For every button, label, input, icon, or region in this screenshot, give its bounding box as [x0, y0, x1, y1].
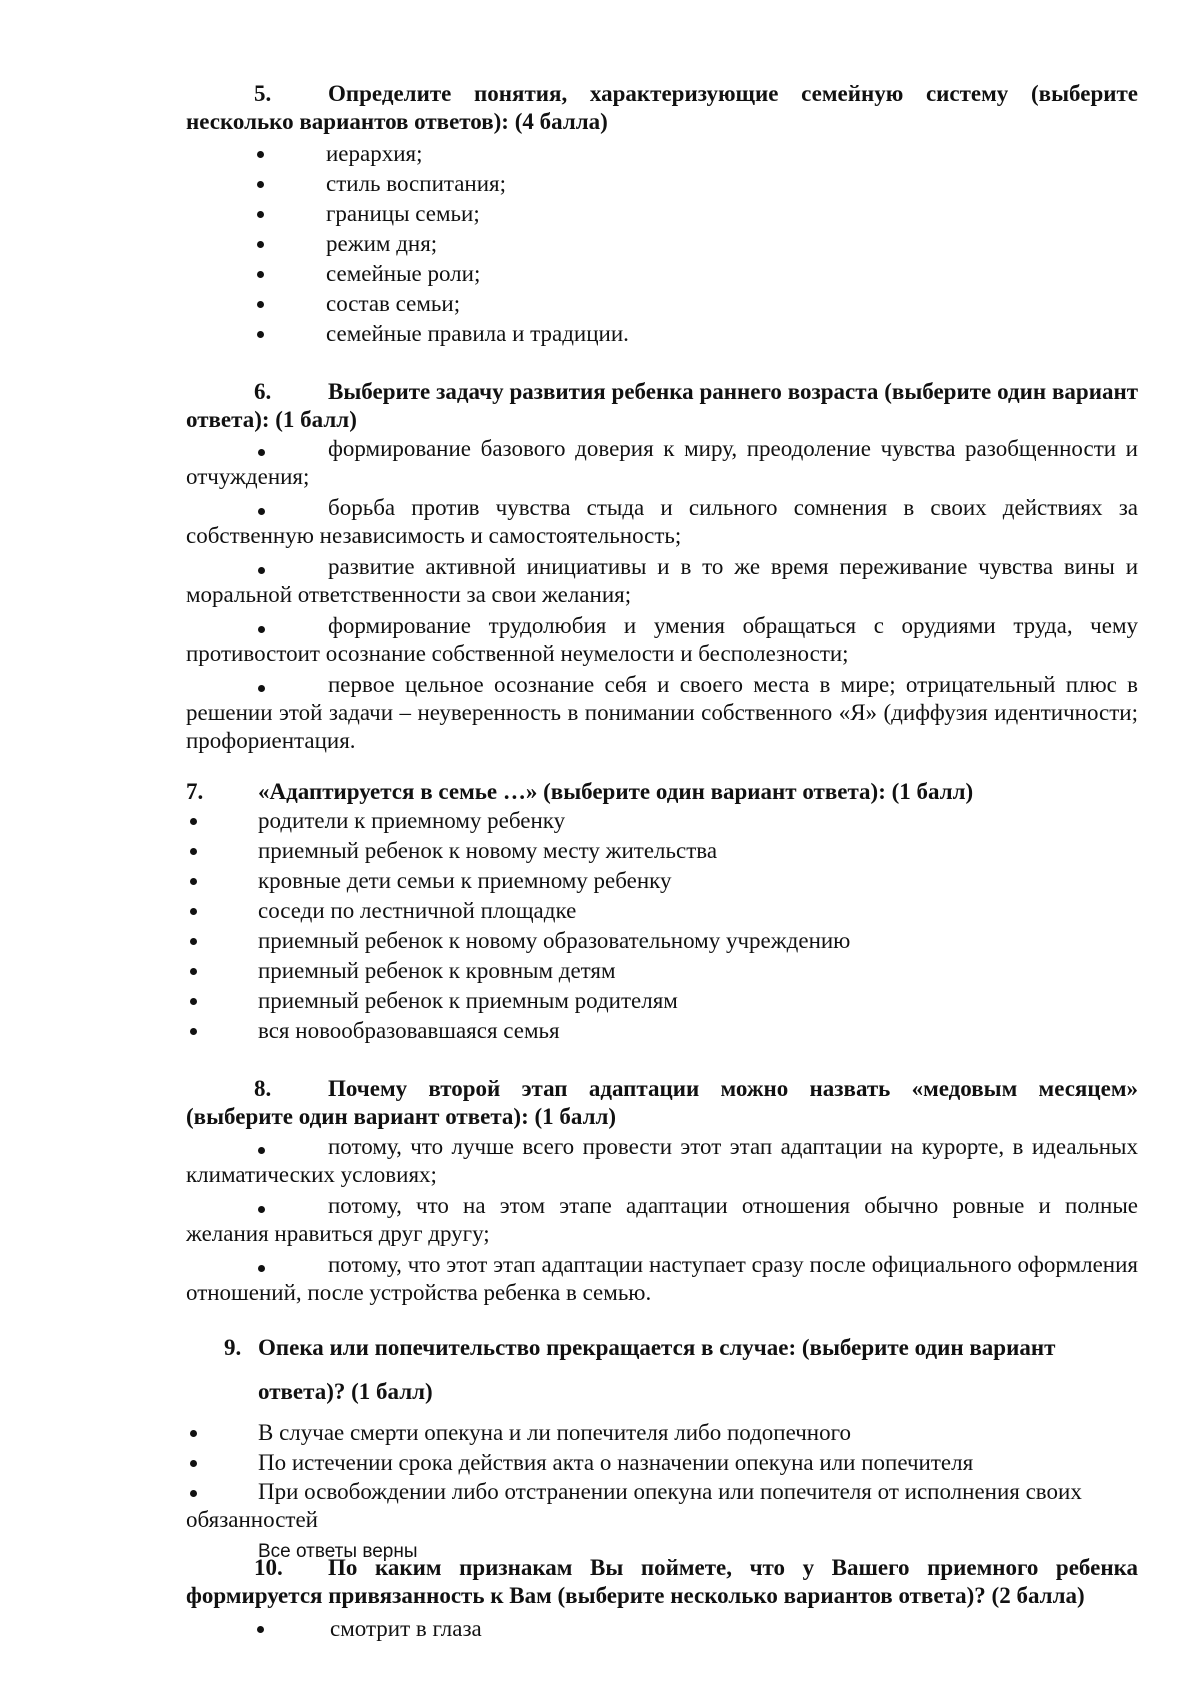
question-6-text: Выберите задачу развития ребенка раннего возраста (выберите один вариант ответа): (1 балл) — [186, 379, 1138, 432]
question-7-number: 7. — [186, 779, 204, 804]
question-8-text: Почему второй этап адаптации можно назвать «медовым месяцем» (выберите один вариант ответа): (1 балл) — [186, 1076, 1138, 1129]
list-item: родители к приемному ребенку — [186, 806, 1138, 836]
bullet-icon — [257, 151, 264, 158]
bullet-icon — [190, 848, 197, 855]
list-item: смотрит в глаза — [186, 1614, 1138, 1644]
bullet-icon — [190, 938, 197, 945]
bullet-icon — [190, 1490, 197, 1497]
question-10-number: 10. — [254, 1555, 283, 1580]
bullet-icon — [190, 878, 197, 885]
list-item: семейные роли; — [186, 259, 1138, 289]
list-item: кровные дети семьи к приемному ребенку — [186, 866, 1138, 896]
bullet-icon — [257, 301, 264, 308]
list-item: режим дня; — [186, 229, 1138, 259]
list-item: первое цельное осознание себя и своего места в мире; отрицательный плюс в решении этой задачи – неуверенность в понимании собственного «Я» (диффузия идентичности; профориентация. — [186, 672, 1138, 753]
question-10-heading — [186, 1554, 1138, 1610]
question-7-heading — [186, 778, 1138, 806]
question-9-heading — [186, 1326, 1138, 1414]
bullet-icon — [190, 908, 197, 915]
list-item: потому, что лучше всего провести этот этап адаптации на курорте, в идеальных климатических условиях; — [186, 1134, 1138, 1187]
list-item: вся новообразовавшаяся семья — [186, 1016, 1138, 1046]
list-item: При освобождении либо отстранении опекуна или попечителя от исполнения своих обязанностей — [186, 1479, 1082, 1532]
question-9-number: 9. — [224, 1335, 242, 1360]
bullet-icon — [257, 211, 264, 218]
list-item: состав семьи; — [186, 289, 1138, 319]
question-7-options — [186, 806, 1138, 1046]
bullet-icon — [257, 1626, 264, 1633]
bullet-icon — [190, 968, 197, 975]
bullet-icon — [257, 181, 264, 188]
list-item: По истечении срока действия акта о назначении опекуна или попечителя — [186, 1448, 1138, 1478]
list-item: семейные правила и традиции. — [186, 319, 1138, 349]
bullet-icon — [257, 331, 264, 338]
question-10 — [186, 1554, 1138, 1644]
question-5-options — [186, 139, 1138, 349]
question-9-options — [186, 1418, 1138, 1534]
list-item: соседи по лестничной площадке — [186, 896, 1138, 926]
list-item: потому, что на этом этапе адаптации отношения обычно ровные и полные желания нравиться друг другу; — [186, 1193, 1138, 1246]
bullet-icon — [190, 998, 197, 1005]
question-9-text-line-2: ответа)? (1 балл) — [258, 1379, 433, 1404]
bullet-icon — [257, 271, 264, 278]
question-6 — [186, 378, 1138, 755]
list-item: формирование базового доверия к миру, преодоление чувства разобщенности и отчуждения; — [186, 436, 1138, 489]
list-item: В случае смерти опекуна и ли попечителя либо подопечного — [186, 1418, 1138, 1448]
list-item: границы семьи; — [186, 199, 1138, 229]
list-item: приемный ребенок к новому образовательному учреждению — [186, 926, 1138, 956]
question-6-number: 6. — [254, 379, 272, 404]
list-item: формирование трудолюбия и умения обращаться с орудиями труда, чему противостоит осознание собственной неумелости и бесполезности; — [186, 613, 1138, 666]
bullet-icon — [190, 1430, 197, 1437]
list-item: борьба против чувства стыда и сильного сомнения в своих действиях за собственную независимость и самостоятельность; — [186, 495, 1138, 548]
bullet-icon — [257, 241, 264, 248]
list-item: приемный ребенок к новому месту жительства — [186, 836, 1138, 866]
question-5-text: Определите понятия, характеризующие семейную систему (выберите несколько вариантов ответов): (4 балла) — [186, 81, 1138, 134]
question-10-options — [186, 1614, 1138, 1644]
question-8-heading — [186, 1075, 1138, 1131]
question-9-text-line-1: Опека или попечительство прекращается в случае: (выберите один вариант — [258, 1335, 1056, 1360]
bullet-icon — [190, 1028, 197, 1035]
bullet-icon — [190, 818, 197, 825]
list-item: приемный ребенок к приемным родителям — [186, 986, 1138, 1016]
list-item: иерархия; — [186, 139, 1138, 169]
list-item: развитие активной инициативы и в то же время переживание чувства вины и моральной ответственности за свои желания; — [186, 554, 1138, 607]
question-9-extra-note: Все ответы верны — [258, 1541, 418, 1562]
bullet-icon — [190, 1460, 197, 1467]
question-9 — [186, 1326, 1138, 1566]
question-8 — [186, 1075, 1138, 1307]
list-item: приемный ребенок к кровным детям — [186, 956, 1138, 986]
question-10-text: По каким признакам Вы поймете, что у Вашего приемного ребенка формируется привязанность к Вам (выберите несколько вариантов ответа)? (2 балла) — [186, 1555, 1138, 1608]
question-5-number: 5. — [254, 81, 272, 106]
list-item: стиль воспитания; — [186, 169, 1138, 199]
question-6-heading — [186, 378, 1138, 434]
question-8-number: 8. — [254, 1076, 272, 1101]
list-item: потому, что этот этап адаптации наступает сразу после официального оформления отношений, после устройства ребенка в семью. — [186, 1252, 1138, 1305]
question-5-heading — [186, 80, 1138, 136]
question-7 — [186, 778, 1138, 1046]
question-5 — [186, 80, 1138, 349]
question-7-text: «Адаптируется в семье …» (выберите один вариант ответа): (1 балл) — [258, 779, 974, 804]
